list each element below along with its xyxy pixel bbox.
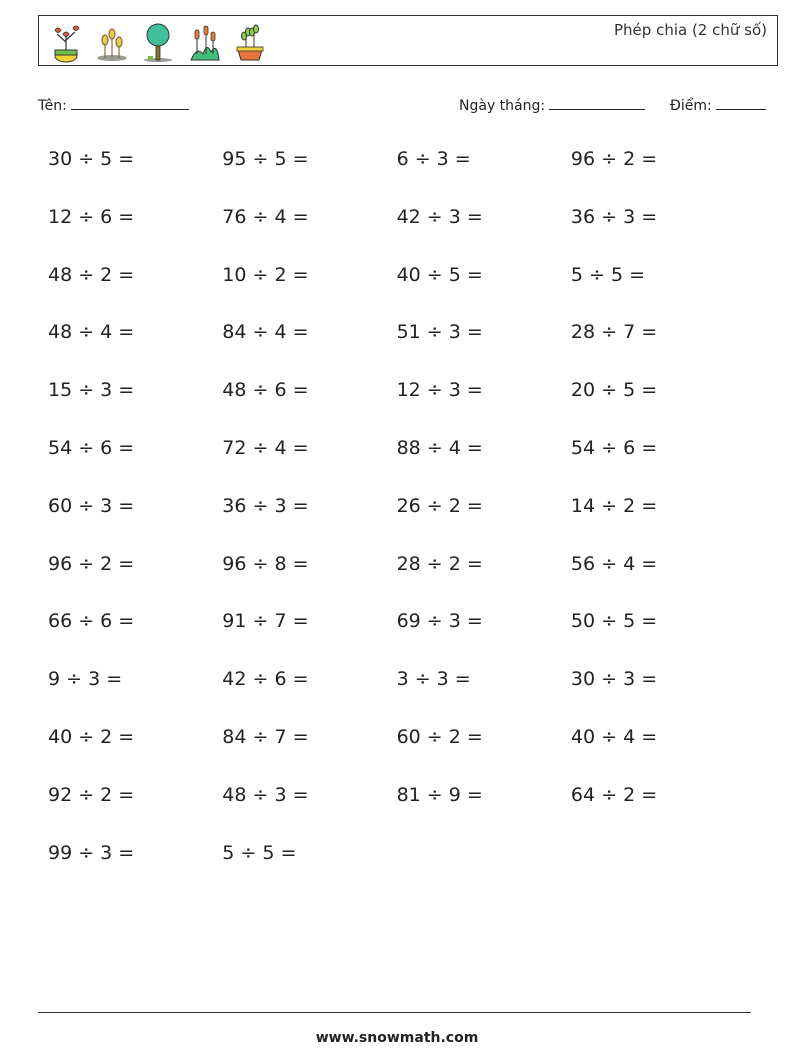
division-problem: 12 ÷ 6 = [48, 205, 135, 228]
division-problem: 60 ÷ 3 = [48, 494, 135, 517]
division-problem: 26 ÷ 2 = [396, 494, 483, 517]
division-problem: 48 ÷ 4 = [48, 321, 135, 344]
score-field [670, 94, 766, 114]
division-problem: 48 ÷ 2 = [48, 263, 135, 286]
division-problem: 69 ÷ 3 = [396, 610, 483, 633]
division-problem: 72 ÷ 4 = [222, 437, 309, 459]
division-problem: 20 ÷ 5 = [570, 379, 658, 402]
division-problem: 56 ÷ 4 = [570, 552, 658, 575]
division-problem: 95 ÷ 5 = [222, 148, 309, 170]
division-problem: 48 ÷ 3 = [222, 783, 309, 806]
division-problem: 9 ÷ 3 = [48, 668, 123, 691]
cattail-icon [181, 20, 227, 64]
division-problem: 10 ÷ 2 = [222, 263, 309, 286]
wheat-icon [89, 20, 135, 64]
division-problem: 15 ÷ 3 = [48, 379, 135, 402]
score-label: Điểm: [670, 98, 712, 114]
division-problem: 51 ÷ 3 = [396, 321, 483, 344]
worksheet-header [38, 15, 778, 66]
name-label: Tên: [38, 98, 67, 114]
division-problem: 36 ÷ 3 = [222, 494, 309, 517]
name-blank [71, 94, 189, 110]
student-info-row [38, 94, 770, 116]
division-problem: 60 ÷ 2 = [396, 726, 483, 748]
division-problem: 84 ÷ 7 = [222, 726, 309, 748]
division-problem: 54 ÷ 6 = [48, 437, 135, 459]
division-problem: 88 ÷ 4 = [396, 437, 483, 459]
division-problem: 64 ÷ 2 = [570, 783, 658, 806]
score-blank [716, 94, 766, 110]
division-problem: 40 ÷ 2 = [48, 726, 135, 748]
division-problem: 28 ÷ 2 = [396, 552, 483, 575]
division-problem: 14 ÷ 2 = [570, 494, 658, 517]
division-problem: 28 ÷ 7 = [570, 321, 658, 344]
division-problem: 50 ÷ 5 = [570, 610, 658, 633]
footer-website: www.snowmath.com [315, 1030, 479, 1046]
division-problem: 5 ÷ 5 = [570, 263, 646, 286]
division-problem: 96 ÷ 8 = [222, 552, 309, 575]
division-problem: 81 ÷ 9 = [396, 783, 483, 806]
division-problem: 92 ÷ 2 = [48, 783, 135, 806]
division-problem: 30 ÷ 5 = [48, 148, 135, 170]
division-problem: 6 ÷ 3 = [396, 148, 471, 170]
division-problem: 30 ÷ 3 = [570, 668, 658, 691]
division-problem: 40 ÷ 4 = [570, 726, 658, 748]
division-problem: 76 ÷ 4 = [222, 205, 309, 228]
name-field [38, 94, 189, 114]
division-problem: 3 ÷ 3 = [396, 668, 471, 691]
plant-icons [43, 20, 273, 64]
division-problem: 48 ÷ 6 = [222, 379, 309, 402]
division-problem: 54 ÷ 6 = [570, 437, 658, 459]
division-problem: 42 ÷ 6 = [222, 668, 309, 691]
division-problem: 96 ÷ 2 = [570, 148, 658, 170]
division-problem: 66 ÷ 6 = [48, 610, 135, 633]
sprout-pot-icon [227, 20, 273, 64]
division-problem: 36 ÷ 3 = [570, 205, 658, 228]
division-problem: 42 ÷ 3 = [396, 205, 483, 228]
tree-icon [135, 20, 181, 64]
date-label: Ngày tháng: [459, 98, 546, 114]
flower-pot-icon [43, 20, 89, 64]
division-problem: 12 ÷ 3 = [396, 379, 483, 402]
footer-divider [38, 1012, 751, 1013]
date-field [459, 94, 645, 114]
worksheet-title: Phép chia (2 chữ số) [614, 21, 767, 39]
division-problem: 91 ÷ 7 = [222, 610, 309, 633]
division-problem: 5 ÷ 5 = [222, 841, 297, 864]
date-blank [549, 94, 645, 110]
division-problem: 99 ÷ 3 = [48, 841, 135, 864]
division-problem: 96 ÷ 2 = [48, 552, 135, 575]
division-problem: 84 ÷ 4 = [222, 321, 309, 344]
division-problem: 40 ÷ 5 = [396, 263, 483, 286]
